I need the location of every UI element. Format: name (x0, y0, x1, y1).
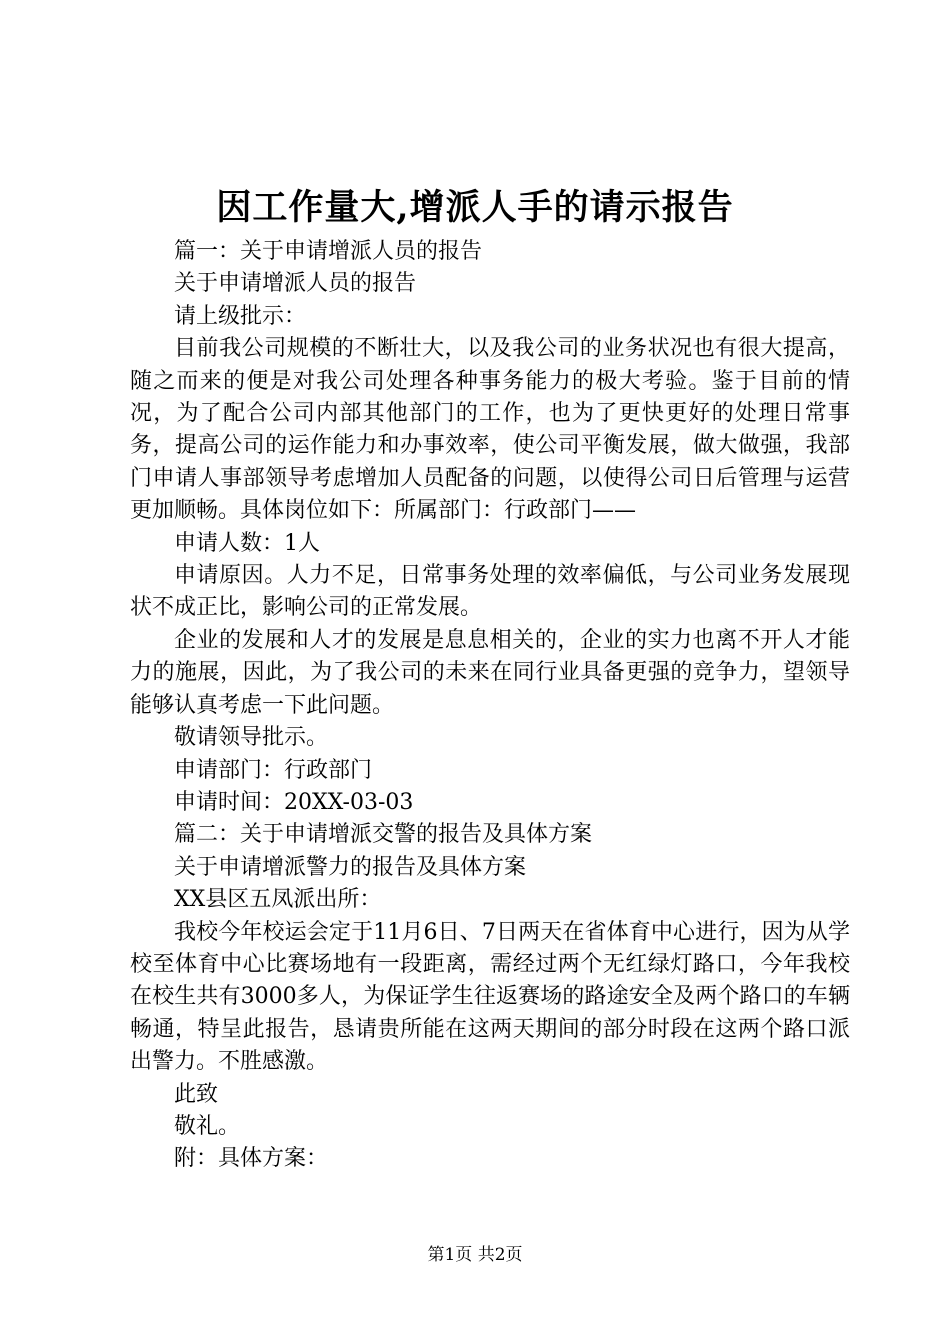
salutation-1: 请上级批示： (174, 303, 307, 329)
closing-line: 此致 (174, 1081, 219, 1107)
closing-line: 敬礼。 (174, 1113, 241, 1139)
page-number-footer: 第1页 共2页 (427, 1245, 523, 1265)
body-paragraph: 企业的发展和人才的发展是息息相关的，企业的实力也离不开人才能力的施展，因此，为了我公司的未来在同行业具备更强的竞争力，望领导能够认真考虑一下此问题。 (130, 627, 850, 718)
section-heading-1: 篇一：关于申请增派人员的报告 (174, 239, 483, 264)
attachment-line: 附：具体方案： (174, 1146, 329, 1172)
body-paragraph: 我校今年校运会定于11月6日、7日两天在省体育中心进行，因为从学校至体育中心比赛场地有一段距离，需经过两个无红绿灯路口，今年我校在校生共有3000多人，为保证学生往返赛场的路途安全及两个路口的车辆畅通，特呈此报告，恳请贵所能在这两天期间的部分时段在这两个路口派出警力。不胜感激。 (130, 919, 850, 1075)
closing-line: 敬请领导批示。 (174, 725, 329, 751)
section-heading-2: 篇二：关于申请增派交警的报告及具体方案 (174, 822, 593, 848)
report-title-2: 关于申请增派警力的报告及具体方案 (174, 854, 527, 880)
body-paragraph: 申请人数：1人 (174, 530, 320, 556)
salutation-2: XX县区五凤派出所： (174, 887, 382, 913)
document-title: 因工作量大,增派人手的请示报告 (216, 187, 734, 228)
application-date: 申请时间：20XX-03-03 (174, 789, 414, 815)
applicant-department: 申请部门：行政部门 (174, 757, 373, 783)
body-paragraph: 申请原因。人力不足，日常事务处理的效率偏低，与公司业务发展现状不成正比，影响公司的正常发展。 (130, 563, 850, 621)
report-title-1: 关于申请增派人员的报告 (174, 271, 417, 297)
document-body (130, 236, 850, 1176)
body-paragraph: 目前我公司规模的不断壮大，以及我公司的业务状况也有很大提高，随之而来的便是对我公司处理各种事务能力的极大考验。鉴于目前的情况，为了配合公司内部其他部门的工作，也为了更快更好的处理日常事务，提高公司的运作能力和办事效率，使公司平衡发展，做大做强，我部门申请人事部领导考虑增加人员配备的问题，以使得公司日后管理与运营更加顺畅。具体岗位如下：所属部门：行政部门—— (130, 336, 850, 524)
